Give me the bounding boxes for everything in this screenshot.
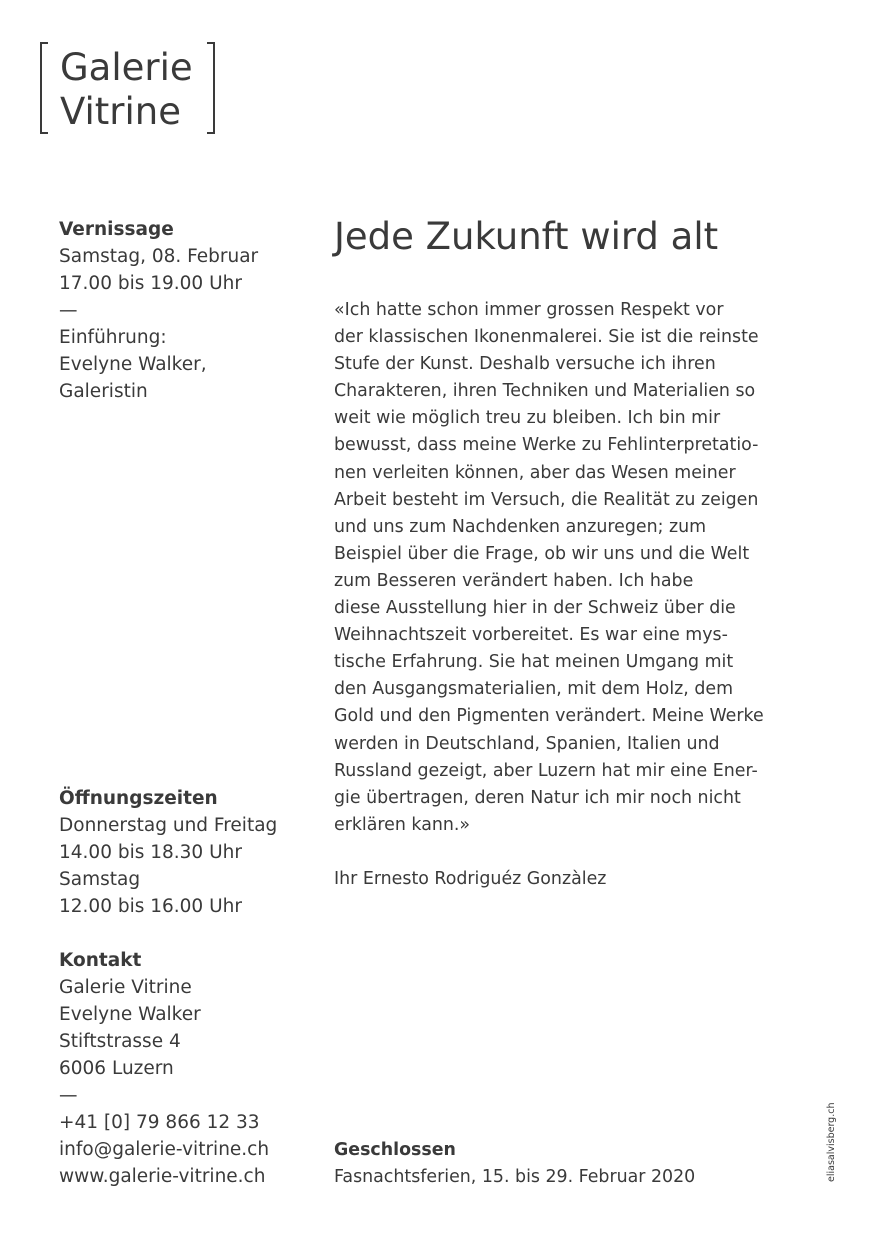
- opening-hours-line: Samstag: [59, 869, 141, 890]
- quote-line: weit wie möglich treu zu bleiben. Ich bin mir: [334, 408, 721, 429]
- exhibition-title: Jede Zukunft wird alt: [334, 215, 719, 258]
- quote-line: zum Besseren verändert haben. Ich habe: [334, 570, 694, 591]
- vernissage-section: [59, 216, 309, 405]
- closed-text: Fasnachtsferien, 15. bis 29. Februar 2020: [334, 1167, 696, 1187]
- quote-line: erklären kann.»: [334, 814, 471, 835]
- contact-section: [59, 947, 309, 1190]
- logo-line-1: Galerie: [60, 46, 193, 89]
- contact-heading: Kontakt: [59, 950, 142, 971]
- opening-hours-heading: Öffnungszeiten: [59, 788, 218, 809]
- quote-line: Gold und den Pigmenten verändert. Meine Werke: [334, 706, 764, 727]
- quote-line: der klassischen Ikonenmalerei. Sie ist die reinste: [334, 327, 759, 348]
- quote-signature: Ihr Ernesto Rodriguéz Gonzàlez: [334, 869, 607, 889]
- artist-quote: [334, 297, 794, 839]
- quote-line: Stufe der Kunst. Deshalb versuche ich ihren: [334, 354, 716, 375]
- quote-line: Beispiel über die Frage, ob wir uns und die Welt: [334, 543, 750, 564]
- vernissage-date: Samstag, 08. Februar: [59, 246, 259, 267]
- quote-line: den Ausgangsmaterialien, mit dem Holz, dem: [334, 679, 734, 700]
- closed-section: [334, 1137, 695, 1191]
- logo-text: [60, 46, 193, 134]
- quote-line: werden in Deutschland, Spanien, Italien und: [334, 733, 720, 754]
- opening-hours-line: 14.00 bis 18.30 Uhr: [59, 842, 242, 863]
- quote-line: Arbeit besteht im Versuch, die Realität zu zeigen: [334, 489, 759, 510]
- vernissage-heading: Vernissage: [59, 219, 174, 240]
- introduction-label: Einführung:: [59, 327, 167, 348]
- opening-hours-line: Donnerstag und Freitag: [59, 815, 278, 836]
- quote-line: Russland gezeigt, aber Luzern hat mir eine Ener-: [334, 760, 758, 781]
- logo-line-2: Vitrine: [60, 90, 181, 133]
- quote-line: Charakteren, ihren Techniken und Materialien so: [334, 381, 756, 402]
- contact-line: Galerie Vitrine: [59, 977, 192, 998]
- quote-line: und uns zum Nachdenken anzuregen; zum: [334, 516, 707, 537]
- opening-hours-section: [59, 785, 309, 920]
- quote-line: tische Erfahrung. Sie hat meinen Umgang mit: [334, 652, 734, 673]
- vernissage-divider: —: [59, 300, 78, 321]
- quote-line: bewusst, dass meine Werke zu Fehlinterpretatio-: [334, 435, 759, 456]
- contact-line: Stiftstrasse 4: [59, 1031, 181, 1052]
- quote-line: diese Ausstellung hier in der Schweiz über die: [334, 598, 736, 619]
- contact-website-link[interactable]: www.galerie-vitrine.ch: [59, 1166, 266, 1187]
- opening-hours-line: 12.00 bis 16.00 Uhr: [59, 896, 242, 917]
- contact-phone: +41 [0] 79 866 12 33: [59, 1112, 260, 1133]
- quote-line: Weihnachtszeit vorbereitet. Es war eine mys-: [334, 625, 728, 646]
- gallery-logo: [40, 42, 215, 136]
- vernissage-time: 17.00 bis 19.00 Uhr: [59, 273, 242, 294]
- logo-bracket-left: [40, 42, 48, 134]
- logo-bracket-right: [207, 42, 215, 134]
- contact-line: 6006 Luzern: [59, 1058, 174, 1079]
- quote-line: gie übertragen, deren Natur ich mir noch nicht: [334, 787, 741, 808]
- closed-heading: Geschlossen: [334, 1140, 456, 1160]
- quote-line: «Ich hatte schon immer grossen Respekt vor: [334, 300, 724, 320]
- quote-line: nen verleiten können, aber das Wesen meiner: [334, 462, 736, 483]
- designer-credit: eliasalvisberg.ch: [826, 1102, 837, 1182]
- contact-line: Evelyne Walker: [59, 1004, 201, 1025]
- contact-divider: —: [59, 1085, 78, 1106]
- introduction-name: Evelyne Walker,: [59, 354, 207, 375]
- introduction-role: Galeristin: [59, 381, 148, 402]
- contact-email-link[interactable]: info@galerie-vitrine.ch: [59, 1139, 270, 1160]
